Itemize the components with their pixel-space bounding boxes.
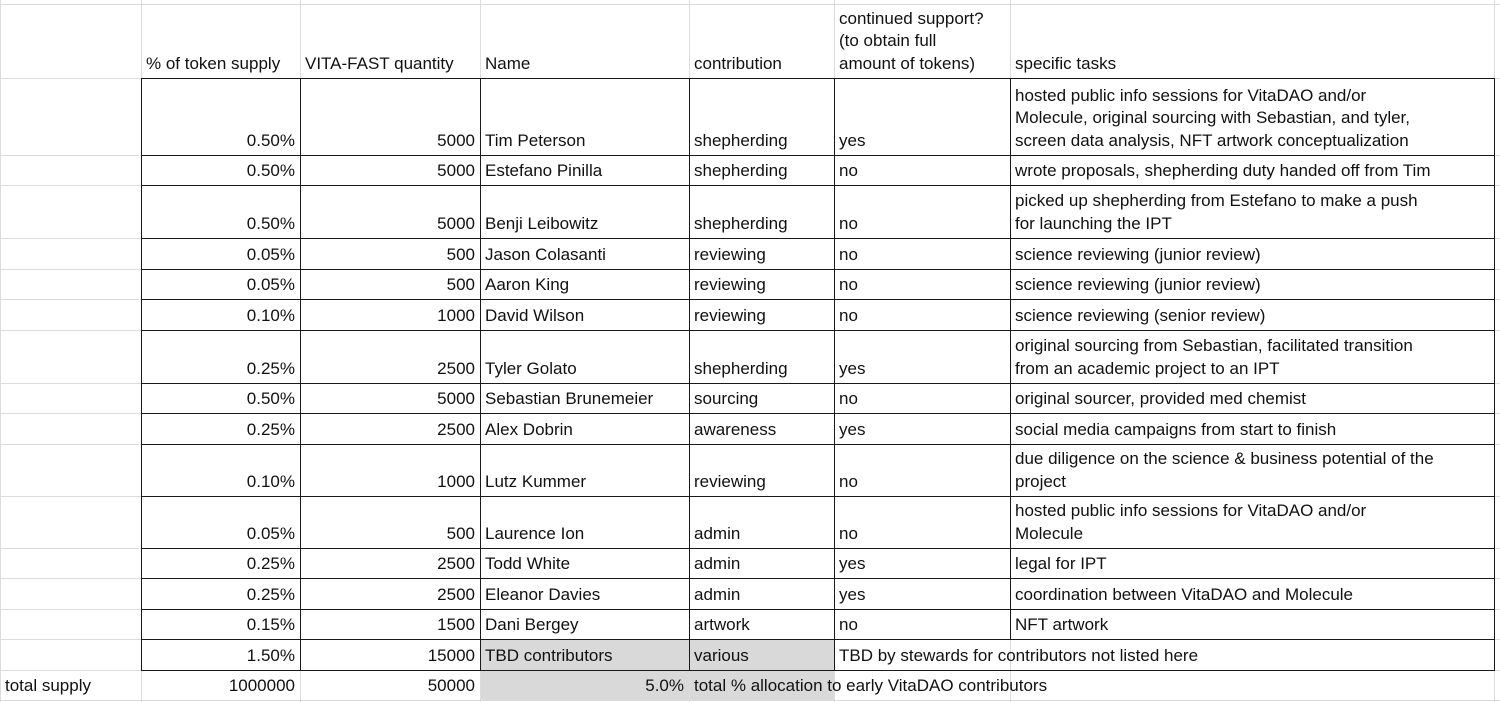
row-continued-text: no xyxy=(839,244,858,264)
total-percent[interactable] xyxy=(480,670,689,700)
row-qty-text: 1000 xyxy=(437,305,475,325)
row-pct[interactable] xyxy=(141,383,300,413)
row-name[interactable] xyxy=(480,330,689,383)
row-qty[interactable] xyxy=(300,330,480,383)
row-pct[interactable] xyxy=(141,155,300,185)
row-continued[interactable] xyxy=(834,238,1010,269)
row-tasks[interactable] xyxy=(1010,269,1500,299)
row-qty[interactable] xyxy=(300,238,480,269)
row-contribution-text: shepherding xyxy=(694,213,788,233)
total-supply[interactable] xyxy=(141,670,300,700)
row-continued-text: no xyxy=(839,388,858,408)
row-name-text: Aaron King xyxy=(485,274,570,294)
row-name[interactable] xyxy=(480,496,689,548)
row-qty[interactable] xyxy=(300,413,480,444)
row-qty-text: 5000 xyxy=(437,130,475,150)
row-name[interactable] xyxy=(480,155,689,185)
total-note-text: total % allocation to early VitaDAO contributors xyxy=(694,675,1048,695)
row-name[interactable] xyxy=(480,78,689,155)
tbd-contribution[interactable] xyxy=(689,639,834,670)
row-continued[interactable] xyxy=(834,269,1010,299)
row-qty[interactable] xyxy=(300,299,480,330)
header-pct[interactable] xyxy=(141,4,300,78)
row-tasks-text: science reviewing (junior review) xyxy=(1015,244,1261,264)
row-contribution[interactable] xyxy=(689,444,834,496)
row-continued[interactable] xyxy=(834,330,1010,383)
row-name-text: Eleanor Davies xyxy=(485,584,601,604)
row-pct-text: 0.50% xyxy=(246,388,295,408)
row-name[interactable] xyxy=(480,609,689,639)
row-pct-text: 0.50% xyxy=(246,160,295,180)
row-continued-text: no xyxy=(839,305,858,325)
row-name[interactable] xyxy=(480,383,689,413)
gridline-v xyxy=(0,0,1,702)
total-label-text: total supply xyxy=(5,675,91,695)
tbd-name-text: TBD contributors xyxy=(485,645,613,665)
tbd-pct[interactable] xyxy=(141,639,300,670)
row-contribution-text: shepherding xyxy=(694,358,788,378)
header-contribution-text: contribution xyxy=(694,53,782,73)
row-qty-text: 1500 xyxy=(437,614,475,634)
row-pct-text: 0.15% xyxy=(246,614,295,634)
row-tasks[interactable] xyxy=(1010,609,1500,639)
row-continued[interactable] xyxy=(834,496,1010,548)
header-qty[interactable] xyxy=(300,4,480,78)
row-continued[interactable] xyxy=(834,444,1010,496)
row-name[interactable] xyxy=(480,413,689,444)
row-contribution[interactable] xyxy=(689,299,834,330)
row-name[interactable] xyxy=(480,238,689,269)
row-pct-text: 0.05% xyxy=(246,523,295,543)
row-qty-text: 500 xyxy=(446,274,475,294)
row-tasks-text: due diligence on the science & business potential of the xyxy=(1015,449,1434,468)
row-pct[interactable] xyxy=(141,269,300,299)
row-qty[interactable] xyxy=(300,496,480,548)
tbd-note[interactable] xyxy=(834,639,1494,670)
row-pct-text: 0.25% xyxy=(246,419,295,439)
tbd-qty-text: 15000 xyxy=(427,645,475,665)
row-tasks-text: science reviewing (senior review) xyxy=(1015,305,1266,325)
row-contribution-text: reviewing xyxy=(694,305,766,325)
row-qty[interactable] xyxy=(300,269,480,299)
row-tasks-text: original sourcing from Sebastian, facilitated transition xyxy=(1015,336,1413,355)
row-name[interactable] xyxy=(480,444,689,496)
row-continued-text: no xyxy=(839,523,858,543)
row-tasks[interactable] xyxy=(1010,496,1500,548)
row-contribution[interactable] xyxy=(689,269,834,299)
row-continued-text: yes xyxy=(839,553,866,573)
row-pct-text: 0.50% xyxy=(246,213,295,233)
row-pct-text: 0.10% xyxy=(246,305,295,325)
row-continued[interactable] xyxy=(834,413,1010,444)
row-contribution-text: sourcing xyxy=(694,388,759,408)
row-name[interactable] xyxy=(480,578,689,609)
row-contribution[interactable] xyxy=(689,496,834,548)
row-contribution-text: awareness xyxy=(694,419,777,439)
row-contribution-text: artwork xyxy=(694,614,750,634)
row-continued[interactable] xyxy=(834,383,1010,413)
row-contribution[interactable] xyxy=(689,609,834,639)
tbd-pct-text: 1.50% xyxy=(246,645,295,665)
header-continued-support[interactable] xyxy=(834,4,1010,78)
row-contribution-text: admin xyxy=(694,553,741,573)
row-contribution-text: reviewing xyxy=(694,471,766,491)
row-tasks[interactable] xyxy=(1010,578,1500,609)
row-continued[interactable] xyxy=(834,155,1010,185)
total-qty-text: 50000 xyxy=(427,675,475,695)
row-qty-text: 500 xyxy=(446,244,475,264)
row-pct[interactable] xyxy=(141,496,300,548)
row-continued-text: no xyxy=(839,614,858,634)
row-tasks-text: for launching the IPT xyxy=(1015,213,1172,233)
row-pct-text: 0.10% xyxy=(246,471,295,491)
tbd-note-text: TBD by stewards for contributors not listed here xyxy=(839,645,1199,665)
row-tasks[interactable] xyxy=(1010,548,1500,578)
row-pct-text: 0.05% xyxy=(246,244,295,264)
row-qty[interactable] xyxy=(300,185,480,238)
row-tasks-text: Molecule xyxy=(1015,523,1084,543)
header-specific-tasks[interactable] xyxy=(1010,4,1494,78)
row-pct[interactable] xyxy=(141,185,300,238)
row-pct[interactable] xyxy=(141,444,300,496)
row-tasks[interactable] xyxy=(1010,383,1500,413)
row-name-text: Laurence Ion xyxy=(485,523,585,543)
row-pct[interactable] xyxy=(141,299,300,330)
row-contribution[interactable] xyxy=(689,548,834,578)
row-tasks-text: original sourcer, provided med chemist xyxy=(1015,388,1307,408)
header-continued-support-text: amount of tokens) xyxy=(839,53,976,73)
row-continued-text: yes xyxy=(839,130,866,150)
row-tasks-text: hosted public info sessions for VitaDAO and/or xyxy=(1015,501,1367,520)
header-continued-support-text: (to obtain full xyxy=(839,31,937,50)
row-qty-text: 1000 xyxy=(437,471,475,491)
row-qty[interactable] xyxy=(300,578,480,609)
row-name-text: Jason Colasanti xyxy=(485,244,606,264)
row-pct-text: 0.25% xyxy=(246,553,295,573)
row-name-text: David Wilson xyxy=(485,305,585,325)
row-continued[interactable] xyxy=(834,609,1010,639)
row-tasks-text: screen data analysis, NFT artwork conceptualization xyxy=(1015,130,1409,150)
row-pct-text: 0.50% xyxy=(246,130,295,150)
row-contribution-text: admin xyxy=(694,523,741,543)
header-continued-support-text: continued support? xyxy=(839,8,984,28)
row-contribution-text: reviewing xyxy=(694,274,766,294)
row-tasks[interactable] xyxy=(1010,155,1500,185)
total-percent-text: 5.0% xyxy=(645,675,684,695)
row-qty[interactable] xyxy=(300,155,480,185)
row-contribution[interactable] xyxy=(689,578,834,609)
row-pct[interactable] xyxy=(141,578,300,609)
row-qty-text: 2500 xyxy=(437,358,475,378)
row-contribution-text: shepherding xyxy=(694,130,788,150)
row-tasks[interactable] xyxy=(1010,238,1500,269)
row-pct-text: 0.25% xyxy=(246,358,295,378)
row-qty-text: 5000 xyxy=(437,388,475,408)
row-tasks-text: science reviewing (junior review) xyxy=(1015,274,1261,294)
row-tasks[interactable] xyxy=(1010,299,1500,330)
row-tasks[interactable] xyxy=(1010,185,1500,238)
row-contribution[interactable] xyxy=(689,155,834,185)
row-tasks-text: social media campaigns from start to finish xyxy=(1015,419,1337,439)
row-contribution[interactable] xyxy=(689,383,834,413)
gridline-h xyxy=(0,700,1500,701)
row-pct[interactable] xyxy=(141,330,300,383)
row-pct[interactable] xyxy=(141,609,300,639)
row-name-text: Lutz Kummer xyxy=(485,471,587,491)
row-contribution[interactable] xyxy=(689,78,834,155)
row-continued-text: yes xyxy=(839,584,866,604)
row-contribution[interactable] xyxy=(689,413,834,444)
row-contribution[interactable] xyxy=(689,330,834,383)
row-tasks-text: wrote proposals, shepherding duty handed off from Tim xyxy=(1015,160,1431,180)
row-qty[interactable] xyxy=(300,548,480,578)
row-name[interactable] xyxy=(480,269,689,299)
row-pct[interactable] xyxy=(141,78,300,155)
row-name-text: Sebastian Brunemeier xyxy=(485,388,654,408)
row-qty[interactable] xyxy=(300,444,480,496)
row-pct[interactable] xyxy=(141,238,300,269)
row-name-text: Todd White xyxy=(485,553,571,573)
row-name-text: Benji Leibowitz xyxy=(485,213,599,233)
row-qty-text: 2500 xyxy=(437,553,475,573)
border-v xyxy=(1494,639,1495,670)
row-name-text: Tim Peterson xyxy=(485,130,586,150)
tbd-qty[interactable] xyxy=(300,639,480,670)
row-pct[interactable] xyxy=(141,548,300,578)
row-continued-text: no xyxy=(839,471,858,491)
row-contribution[interactable] xyxy=(689,238,834,269)
header-specific-tasks-text: specific tasks xyxy=(1015,53,1117,73)
total-note[interactable] xyxy=(689,670,1494,700)
row-tasks-text: coordination between VitaDAO and Molecule xyxy=(1015,584,1354,604)
row-continued-text: yes xyxy=(839,419,866,439)
row-tasks-text: legal for IPT xyxy=(1015,553,1107,573)
row-contribution-text: reviewing xyxy=(694,244,766,264)
row-qty-text: 5000 xyxy=(437,213,475,233)
row-name-text: Dani Bergey xyxy=(485,614,579,634)
row-tasks[interactable] xyxy=(1010,330,1500,383)
header-name-text: Name xyxy=(485,53,531,73)
row-name[interactable] xyxy=(480,299,689,330)
row-qty[interactable] xyxy=(300,383,480,413)
row-name-text: Estefano Pinilla xyxy=(485,160,603,180)
row-tasks-text: from an academic project to an IPT xyxy=(1015,358,1280,378)
tbd-name[interactable] xyxy=(480,639,689,670)
row-continued[interactable] xyxy=(834,78,1010,155)
row-pct[interactable] xyxy=(141,413,300,444)
row-contribution-text: admin xyxy=(694,584,741,604)
row-continued-text: no xyxy=(839,274,858,294)
row-pct-text: 0.25% xyxy=(246,584,295,604)
row-tasks[interactable] xyxy=(1010,78,1500,155)
row-continued[interactable] xyxy=(834,578,1010,609)
row-qty-text: 500 xyxy=(446,523,475,543)
tbd-contribution-text: various xyxy=(694,645,749,665)
total-supply-text: 1000000 xyxy=(228,675,295,695)
row-continued-text: no xyxy=(839,160,858,180)
header-contribution[interactable] xyxy=(689,4,834,78)
row-continued-text: no xyxy=(839,213,858,233)
row-tasks[interactable] xyxy=(1010,444,1500,496)
row-name[interactable] xyxy=(480,548,689,578)
row-name-text: Alex Dobrin xyxy=(485,419,573,439)
row-continued[interactable] xyxy=(834,299,1010,330)
header-qty-text: VITA-FAST quantity xyxy=(305,53,454,73)
header-pct-text: % of token supply xyxy=(146,53,281,73)
row-qty[interactable] xyxy=(300,609,480,639)
row-qty-text: 2500 xyxy=(437,584,475,604)
row-qty[interactable] xyxy=(300,78,480,155)
row-qty-text: 2500 xyxy=(437,419,475,439)
row-tasks-text: picked up shepherding from Estefano to make a push xyxy=(1015,191,1418,210)
row-tasks-text: project xyxy=(1015,471,1067,491)
row-continued[interactable] xyxy=(834,185,1010,238)
row-continued[interactable] xyxy=(834,548,1010,578)
total-qty[interactable] xyxy=(300,670,480,700)
total-label[interactable] xyxy=(0,670,141,700)
row-qty-text: 5000 xyxy=(437,160,475,180)
row-contribution[interactable] xyxy=(689,185,834,238)
row-contribution-text: shepherding xyxy=(694,160,788,180)
row-tasks[interactable] xyxy=(1010,413,1500,444)
row-name-text: Tyler Golato xyxy=(485,358,577,378)
row-pct-text: 0.05% xyxy=(246,274,295,294)
header-name[interactable] xyxy=(480,4,689,78)
row-continued-text: yes xyxy=(839,358,866,378)
row-tasks-text: hosted public info sessions for VitaDAO and/or xyxy=(1015,85,1367,105)
row-tasks-text: NFT artwork xyxy=(1015,614,1109,634)
row-name[interactable] xyxy=(480,185,689,238)
row-tasks-text: Molecule, original sourcing with Sebastian, and tyler, xyxy=(1015,108,1410,127)
